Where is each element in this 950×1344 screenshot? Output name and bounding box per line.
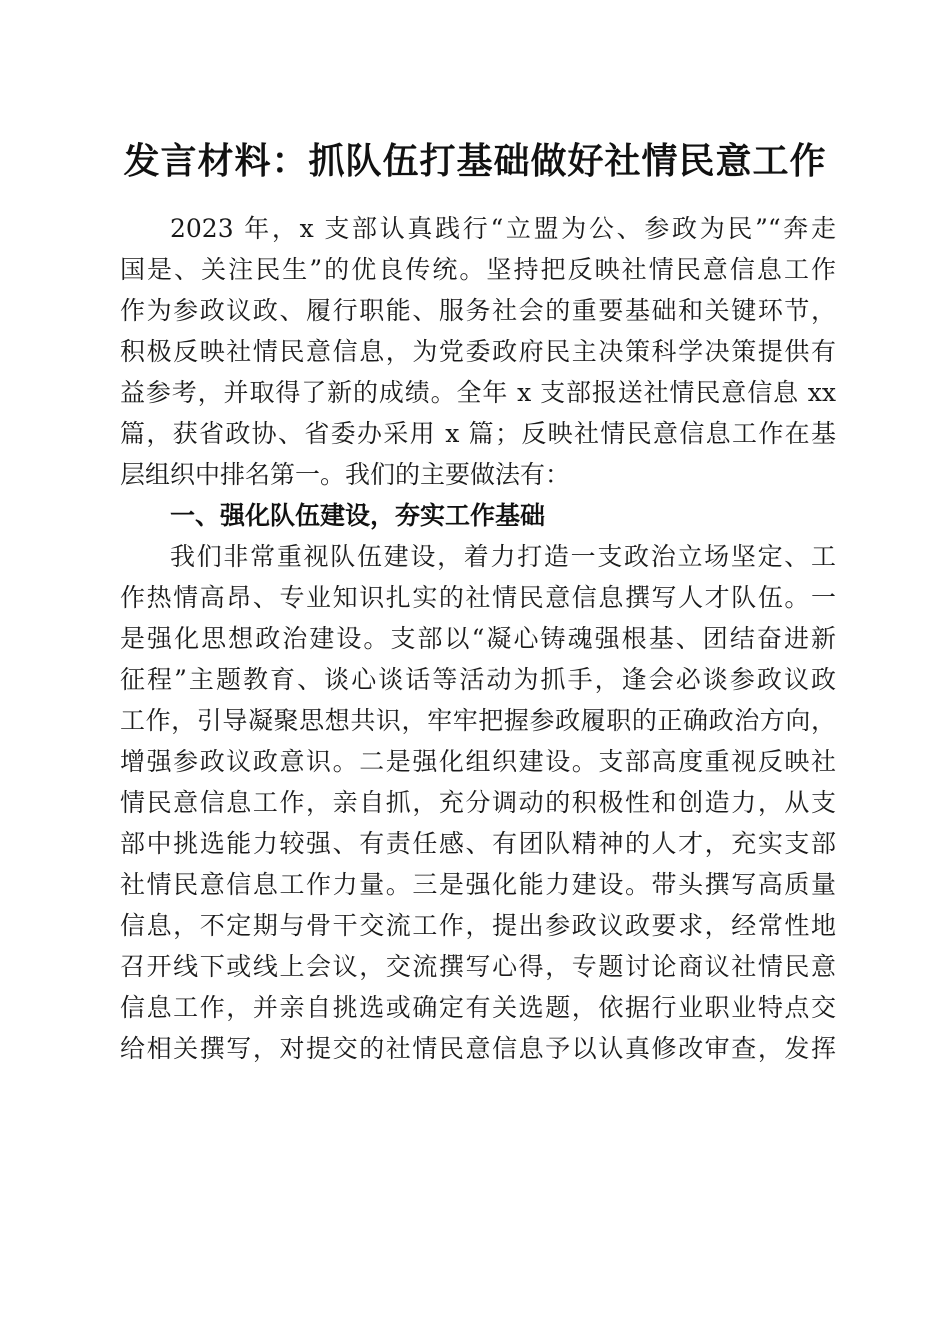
paragraph-2-line: 部中挑选能力较强、有责任感、有团队精神的人才，充实支部 bbox=[120, 829, 836, 858]
paragraph-2-line: 情民意信息工作，亲自抓，充分调动的积极性和创造力，从支 bbox=[120, 788, 836, 817]
paragraph-2-line: 给相关撰写，对提交的社情民意信息予以认真修改审查，发挥 bbox=[120, 1034, 836, 1063]
section-heading: 一、强化队伍建设，夯实工作基础 bbox=[170, 501, 546, 530]
paragraph-2-line: 作热情高昂、专业知识扎实的社情民意信息撰写人才队伍。一 bbox=[120, 583, 836, 612]
paragraph-2-line: 增强参政议政意识。二是强化组织建设。支部高度重视反映社 bbox=[120, 747, 836, 776]
paragraph-1-line: 积极反映社情民意信息，为党委政府民主决策科学决策提供有 bbox=[120, 337, 836, 366]
paragraph-1-line: 国是、关注民生”的优良传统。坚持把反映社情民意信息工作 bbox=[120, 255, 836, 284]
paragraph-2-line: 是强化思想政治建设。支部以“凝心铸魂强根基、团结奋进新 bbox=[120, 624, 836, 653]
paragraph-1-line: 层组织中排名第一。我们的主要做法有： bbox=[120, 460, 571, 489]
document-body bbox=[120, 208, 836, 1069]
paragraph-2-line: 社情民意信息工作力量。三是强化能力建设。带头撰写高质量 bbox=[120, 870, 836, 899]
paragraph-2-line: 信息，不定期与骨干交流工作，提出参政议政要求，经常性地 bbox=[120, 911, 836, 940]
paragraph-2-line: 信息工作，并亲自挑选或确定有关选题，依据行业职业特点交 bbox=[120, 993, 836, 1022]
paragraph-2-line: 工作，引导凝聚思想共识，牢牢把握参政履职的正确政治方向， bbox=[120, 706, 836, 735]
paragraph-1-line: 益参考，并取得了新的成绩。全年 x 支部报送社情民意信息 xx bbox=[120, 378, 836, 407]
paragraph-1-line: 作为参政议政、履行职能、服务社会的重要基础和关键环节， bbox=[120, 296, 836, 325]
paragraph-2-line: 召开线下或线上会议，交流撰写心得，专题讨论商议社情民意 bbox=[120, 952, 836, 981]
paragraph-2-line: 征程”主题教育、谈心谈话等活动为抓手，逢会必谈参政议政 bbox=[120, 665, 836, 694]
paragraph-1-line: 篇，获省政协、省委办采用 x 篇；反映社情民意信息工作在基 bbox=[120, 419, 836, 448]
paragraph-2-line: 我们非常重视队伍建设，着力打造一支政治立场坚定、工 bbox=[170, 542, 836, 571]
paragraph-1-line: 2023 年，x 支部认真践行“立盟为公、参政为民”“奔走 bbox=[170, 214, 836, 243]
document-title: 发言材料：抓队伍打基础做好社情民意工作 bbox=[123, 141, 827, 182]
